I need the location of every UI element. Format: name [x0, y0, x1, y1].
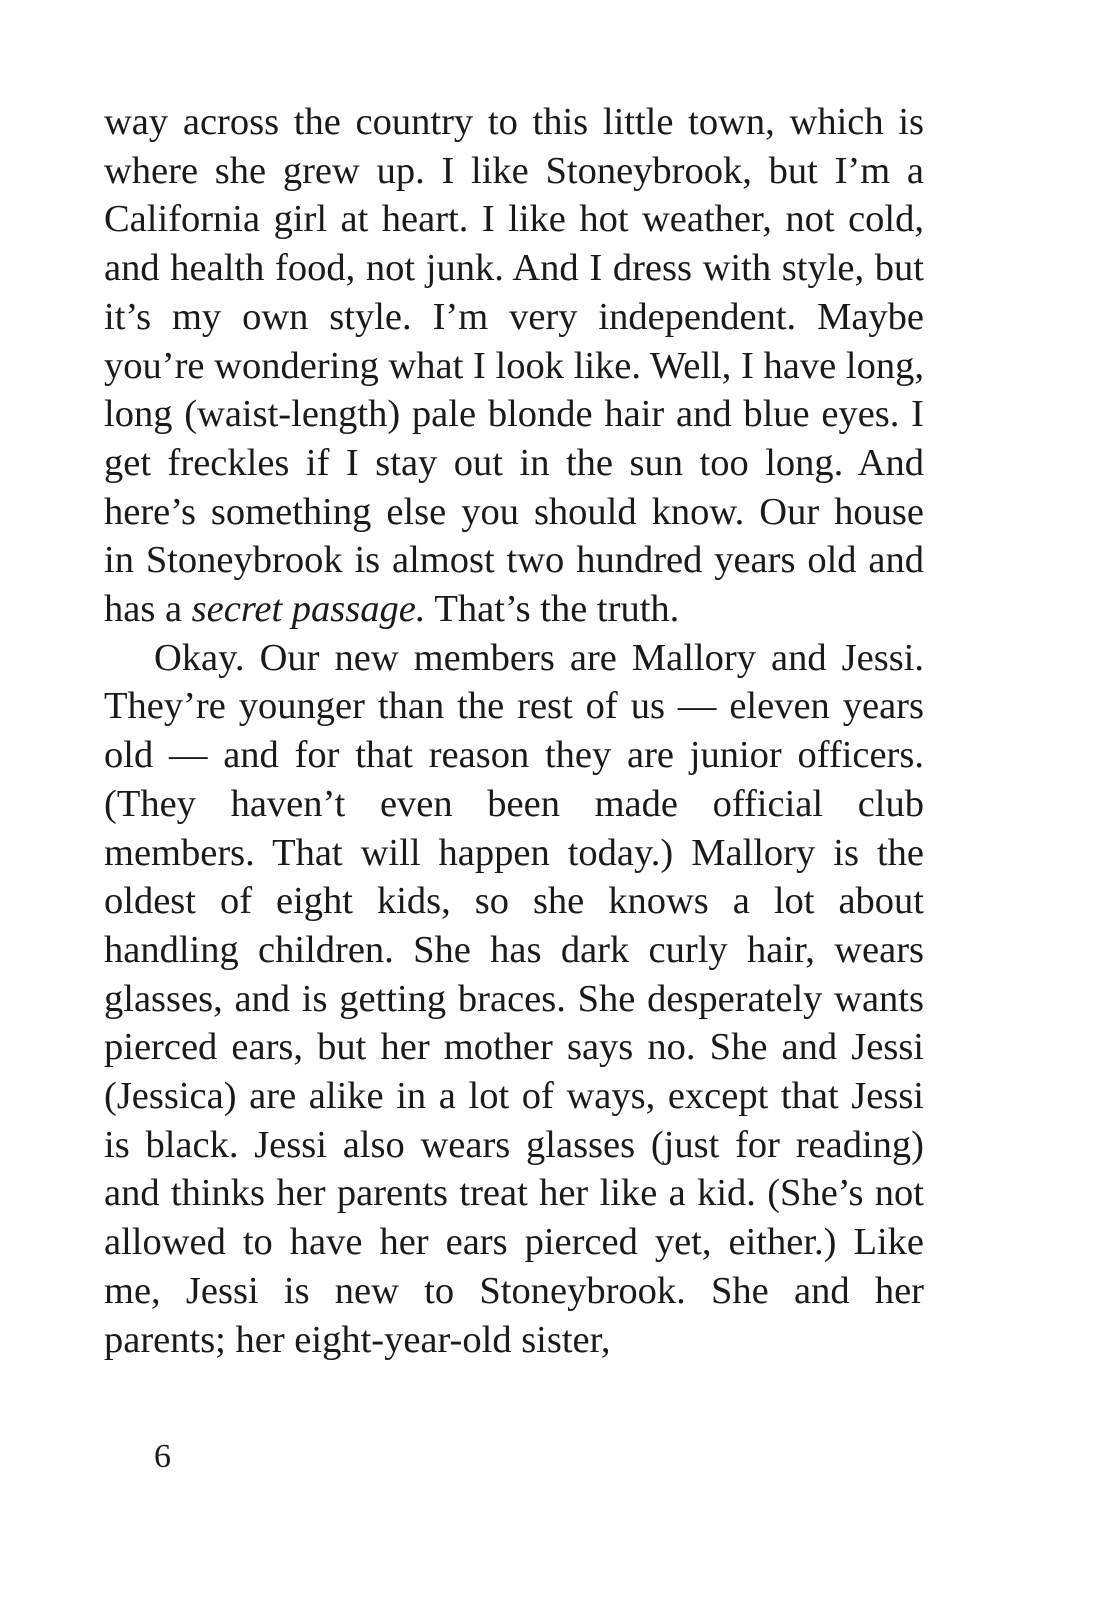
body-text: [104, 98, 924, 1364]
paragraph-2-text: Okay. Our new members are Mallory and Jessi. They’re younger than the rest of us — eleven years old — and for that reason they are junior officers. (They haven’t even been made official club members. That will happen today.) Mallory is the oldest of eight kids, so she knows a lot about handling children. She has dark curly hair, wears glasses, and is getting braces. She desperately wants pierced ears, but her mother says no. She and Jessi (Jessica) are alike in a lot of ways, except that Jessi is black. Jessi also wears glasses (just for reading) and thinks her parents treat her like a kid. (She’s not allowed to have her ears pierced yet, either.) Like me, Jessi is new to Stoneybrook. She and her parents; her eight-year-old sister,: [104, 636, 924, 1361]
paragraph-1: [104, 98, 924, 634]
paragraph-1-ending: That’s the truth.: [425, 588, 680, 631]
italic-phrase: secret passage.: [191, 588, 426, 631]
paragraph-2: [104, 634, 924, 1365]
page-number: 6: [154, 1438, 171, 1475]
paragraph-1-text: way across the country to this little town, which is where she grew up. I like Stoneybrook, but I’m a California girl at heart. I like hot weather, not cold, and health food, not junk. And I dress with style, but it’s my own style. I’m very independent. Maybe you’re wondering what I look like. Well, I have long, long (waist-length) pale blonde hair and blue eyes. I get freckles if I stay out in the sun too long. And here’s something else you should know. Our house in Stoneybrook is almost two hundred years old and has a: [104, 101, 924, 631]
